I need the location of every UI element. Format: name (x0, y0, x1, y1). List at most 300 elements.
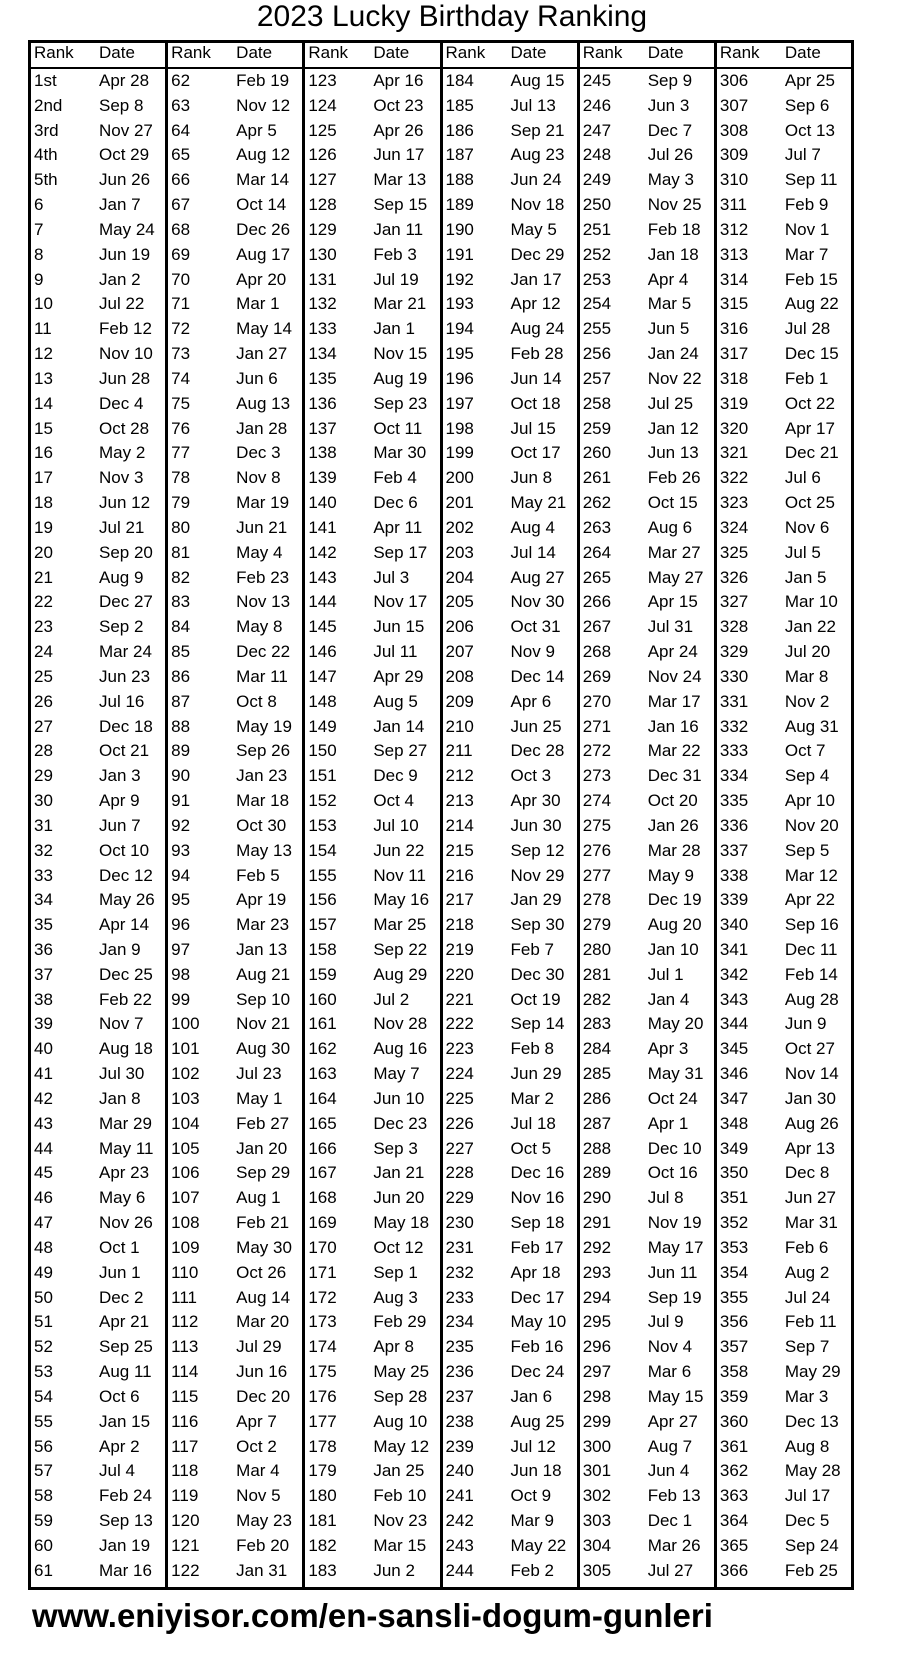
table-row (305, 566, 439, 591)
date-cell: Sep 23 (373, 393, 428, 413)
date-cell: Oct 27 (784, 1039, 835, 1059)
rank-cell: 135 (308, 368, 337, 388)
date-cell: Aug 18 (99, 1039, 153, 1059)
date-cell: Sep 25 (99, 1337, 153, 1357)
rank-cell: 348 (719, 1113, 749, 1133)
rank-cell: 82 (171, 567, 191, 587)
rank-cell: 347 (719, 1088, 749, 1108)
date-cell: Sep 18 (510, 1213, 565, 1233)
rank-cell: 75 (171, 393, 191, 413)
table-row (443, 367, 577, 392)
rank-cell: 100 (171, 1014, 200, 1034)
table-row (168, 143, 302, 168)
date-cell: Feb 29 (373, 1312, 427, 1332)
date-cell: Sep 19 (647, 1287, 702, 1307)
table-row (305, 665, 439, 690)
table-row (580, 1112, 714, 1137)
rank-cell: 217 (445, 890, 474, 910)
rank-cell: 68 (171, 219, 191, 239)
date-cell: Jan 24 (647, 344, 699, 364)
rank-cell: 124 (308, 95, 337, 115)
table-row (443, 566, 577, 591)
date-cell: Jun 13 (647, 443, 699, 463)
date-cell: Mar 18 (236, 791, 290, 811)
table-row (443, 839, 577, 864)
table-row (717, 1186, 851, 1211)
rank-cell: 362 (719, 1461, 749, 1481)
rank-cell: 329 (719, 642, 749, 662)
table-row (717, 119, 851, 144)
table-row (443, 1360, 577, 1385)
date-cell: Jan 30 (784, 1088, 836, 1108)
table-row (168, 1509, 302, 1534)
table-row (168, 168, 302, 193)
table-row (580, 864, 714, 889)
date-cell: Apr 19 (236, 890, 287, 910)
rank-cell: 186 (445, 120, 474, 140)
rank-cell: 215 (445, 840, 474, 860)
rank-header: Rank (719, 43, 760, 62)
rank-cell: 194 (445, 319, 474, 339)
date-cell: Oct 3 (510, 766, 552, 786)
date-cell: Sep 27 (373, 741, 428, 761)
table-row (443, 218, 577, 243)
table-row (443, 1410, 577, 1435)
rank-cell: 129 (308, 219, 337, 239)
rank-cell: 1st (34, 71, 57, 90)
table-row (31, 764, 165, 789)
rank-cell: 101 (171, 1039, 200, 1059)
rank-cell: 102 (171, 1064, 200, 1084)
date-cell: Feb 11 (784, 1312, 837, 1332)
table-row (717, 69, 851, 94)
date-header: Date (784, 43, 821, 62)
date-cell: Dec 21 (784, 443, 839, 463)
date-cell: Oct 22 (784, 393, 835, 413)
rank-cell: 276 (582, 840, 612, 860)
date-cell: May 18 (373, 1213, 430, 1233)
date-cell: Sep 11 (784, 170, 838, 190)
rank-cell: 324 (719, 517, 749, 537)
rank-cell: 97 (171, 939, 191, 959)
rank-cell: 15 (34, 418, 53, 438)
rank-cell: 346 (719, 1064, 749, 1084)
rank-cell: 234 (445, 1312, 474, 1332)
date-cell: Feb 3 (373, 244, 417, 264)
rank-cell: 317 (719, 344, 749, 364)
table-row (443, 764, 577, 789)
table-row (443, 888, 577, 913)
table-row (31, 392, 165, 417)
date-cell: Mar 29 (99, 1113, 152, 1133)
table-row (168, 1459, 302, 1484)
date-cell: Oct 20 (647, 791, 698, 811)
date-cell: Nov 4 (647, 1337, 693, 1357)
table-row (443, 268, 577, 293)
date-cell: Dec 27 (99, 592, 153, 612)
date-cell: Dec 19 (647, 890, 702, 910)
table-column (31, 43, 165, 1587)
date-cell: Jan 19 (99, 1535, 151, 1555)
table-row (717, 640, 851, 665)
table-row (168, 764, 302, 789)
date-cell: Jun 14 (510, 368, 562, 388)
rank-cell: 203 (445, 542, 474, 562)
date-cell: Mar 4 (236, 1461, 280, 1481)
rank-cell: 19 (34, 517, 53, 537)
column-header (717, 43, 851, 69)
date-cell: Jan 12 (647, 418, 699, 438)
date-cell: Feb 6 (784, 1237, 829, 1257)
rank-cell: 359 (719, 1386, 749, 1406)
rank-cell: 290 (582, 1188, 612, 1208)
table-column (714, 43, 851, 1587)
rank-cell: 222 (445, 1014, 474, 1034)
table-row (717, 268, 851, 293)
table-row (443, 1509, 577, 1534)
table-row (580, 367, 714, 392)
table-row (305, 1062, 439, 1087)
rank-cell: 31 (34, 815, 53, 835)
date-cell: Jan 29 (510, 890, 562, 910)
table-row (168, 367, 302, 392)
date-cell: Aug 28 (784, 989, 839, 1009)
rank-cell: 307 (719, 95, 749, 115)
rank-cell: 182 (308, 1535, 337, 1555)
table-row (305, 913, 439, 938)
table-row (717, 1161, 851, 1186)
rank-cell: 121 (171, 1535, 200, 1555)
table-row (168, 640, 302, 665)
rank-cell: 238 (445, 1411, 474, 1431)
date-cell: May 27 (647, 567, 704, 587)
date-cell: Jul 24 (784, 1287, 831, 1307)
table-row (168, 1186, 302, 1211)
rank-cell: 125 (308, 120, 337, 140)
rank-cell: 364 (719, 1511, 749, 1531)
date-cell: Sep 9 (647, 71, 693, 90)
table-row (305, 1137, 439, 1162)
date-cell: Feb 27 (236, 1113, 290, 1133)
table-row (580, 615, 714, 640)
rank-cell: 219 (445, 939, 474, 959)
date-cell: Dec 11 (784, 939, 838, 959)
table-row (443, 317, 577, 342)
date-cell: Nov 26 (99, 1213, 153, 1233)
rank-cell: 166 (308, 1138, 337, 1158)
table-row (305, 839, 439, 864)
date-cell: Jun 15 (373, 617, 425, 637)
date-cell: Jul 26 (647, 145, 694, 165)
table-row (31, 1037, 165, 1062)
table-row (168, 1335, 302, 1360)
rank-cell: 38 (34, 989, 53, 1009)
table-row (580, 193, 714, 218)
date-cell: Jun 29 (510, 1064, 562, 1084)
table-row (580, 342, 714, 367)
date-cell: Oct 31 (510, 617, 561, 637)
date-cell: Apr 5 (236, 120, 277, 140)
table-row (305, 392, 439, 417)
rank-cell: 59 (34, 1511, 53, 1531)
table-row (168, 218, 302, 243)
rank-cell: 352 (719, 1213, 749, 1233)
rank-cell: 245 (582, 71, 612, 90)
table-row (717, 1559, 851, 1584)
date-cell: Jan 18 (647, 244, 699, 264)
table-row (305, 1037, 439, 1062)
rank-cell: 6 (34, 195, 44, 215)
date-cell: May 2 (99, 443, 146, 463)
date-cell: Apr 16 (373, 71, 424, 90)
date-cell: May 13 (236, 840, 292, 860)
rank-cell: 319 (719, 393, 749, 413)
table-row (443, 243, 577, 268)
table-row (443, 690, 577, 715)
rank-cell: 293 (582, 1262, 612, 1282)
table-row (168, 963, 302, 988)
rank-cell: 23 (34, 617, 53, 637)
date-cell: Jul 4 (99, 1461, 135, 1481)
table-row (443, 516, 577, 541)
table-row (717, 566, 851, 591)
date-cell: Apr 27 (647, 1411, 698, 1431)
rank-cell: 63 (171, 95, 191, 115)
rank-cell: 111 (171, 1287, 198, 1307)
rank-cell: 343 (719, 989, 749, 1009)
rank-cell: 250 (582, 195, 612, 215)
rank-cell: 14 (34, 393, 53, 413)
rank-cell: 114 (171, 1362, 199, 1382)
table-column (165, 43, 302, 1587)
rank-cell: 110 (171, 1262, 199, 1282)
table-row (31, 590, 165, 615)
rank-cell: 11 (34, 319, 52, 339)
table-row (717, 938, 851, 963)
table-row (443, 1087, 577, 1112)
rank-cell: 208 (445, 666, 474, 686)
rank-cell: 173 (308, 1312, 337, 1332)
table-row (443, 1286, 577, 1311)
rank-cell: 351 (719, 1188, 749, 1208)
date-cell: May 21 (510, 493, 567, 513)
date-cell: Jun 18 (510, 1461, 562, 1481)
table-row (443, 789, 577, 814)
rank-cell: 363 (719, 1486, 749, 1506)
rank-cell: 76 (171, 418, 191, 438)
rank-cell: 131 (308, 269, 337, 289)
date-cell: Apr 30 (510, 791, 561, 811)
rank-cell: 5th (34, 170, 58, 190)
rank-cell: 337 (719, 840, 749, 860)
table-row (31, 1236, 165, 1261)
date-cell: Jun 3 (647, 95, 690, 115)
table-row (580, 143, 714, 168)
table-row (580, 888, 714, 913)
table-row (443, 590, 577, 615)
date-cell: Jul 23 (236, 1064, 282, 1084)
date-cell: Apr 23 (99, 1163, 150, 1183)
rank-cell: 127 (308, 170, 337, 190)
rank-cell: 235 (445, 1337, 474, 1357)
date-cell: Apr 14 (99, 915, 150, 935)
date-cell: Apr 7 (236, 1411, 277, 1431)
table-row (580, 1509, 714, 1534)
rank-cell: 308 (719, 120, 749, 140)
date-cell: May 12 (373, 1436, 430, 1456)
table-row (717, 516, 851, 541)
rank-cell: 305 (582, 1560, 612, 1580)
rank-cell: 289 (582, 1163, 612, 1183)
rank-header: Rank (34, 43, 74, 62)
table-row (580, 441, 714, 466)
date-cell: Jul 15 (510, 418, 556, 438)
rank-cell: 29 (34, 766, 53, 786)
rank-cell: 72 (171, 319, 191, 339)
table-row (717, 441, 851, 466)
rank-cell: 108 (171, 1213, 200, 1233)
table-row (717, 615, 851, 640)
table-row (580, 1335, 714, 1360)
date-cell: Sep 8 (99, 95, 144, 115)
date-cell: Jul 20 (784, 642, 831, 662)
rank-cell: 189 (445, 195, 474, 215)
date-cell: May 9 (647, 865, 694, 885)
rank-cell: 211 (445, 741, 473, 761)
rank-cell: 40 (34, 1039, 53, 1059)
date-cell: Dec 6 (373, 493, 418, 513)
table-row (31, 292, 165, 317)
date-cell: Sep 30 (510, 915, 565, 935)
rank-cell: 51 (34, 1312, 53, 1332)
table-row (168, 988, 302, 1013)
rank-cell: 355 (719, 1287, 749, 1307)
table-row (168, 839, 302, 864)
table-row (168, 590, 302, 615)
rank-cell: 89 (171, 741, 191, 761)
table-row (31, 243, 165, 268)
rank-cell: 260 (582, 443, 612, 463)
rank-cell: 228 (445, 1163, 474, 1183)
rank-cell: 7 (34, 219, 44, 239)
rank-cell: 246 (582, 95, 612, 115)
date-cell: Aug 11 (99, 1362, 152, 1382)
date-cell: Sep 6 (784, 95, 830, 115)
rank-cell: 17 (34, 468, 53, 488)
rank-cell: 157 (308, 915, 337, 935)
rank-cell: 326 (719, 567, 749, 587)
rank-cell: 45 (34, 1163, 53, 1183)
rank-cell: 201 (445, 493, 474, 513)
date-cell: Jun 8 (510, 468, 553, 488)
rank-cell: 98 (171, 964, 191, 984)
rank-cell: 146 (308, 642, 337, 662)
rank-cell: 282 (582, 989, 612, 1009)
rank-cell: 220 (445, 964, 474, 984)
rank-cell: 175 (308, 1362, 337, 1382)
table-row (717, 1286, 851, 1311)
date-cell: Oct 4 (373, 791, 414, 811)
date-cell: Jul 19 (373, 269, 419, 289)
date-cell: Apr 17 (784, 418, 835, 438)
rank-cell: 209 (445, 691, 474, 711)
rank-cell: 62 (171, 71, 191, 90)
rank-cell: 266 (582, 592, 612, 612)
rank-cell: 349 (719, 1138, 749, 1158)
rank-cell: 257 (582, 368, 612, 388)
table-row (580, 1410, 714, 1435)
table-row (443, 392, 577, 417)
rank-cell: 212 (445, 766, 474, 786)
date-cell: Nov 15 (373, 344, 428, 364)
table-row (31, 441, 165, 466)
date-cell: Mar 28 (647, 840, 701, 860)
table-row (717, 1236, 851, 1261)
rank-cell: 239 (445, 1436, 474, 1456)
table-row (443, 1335, 577, 1360)
table-row (717, 690, 851, 715)
table-row (305, 143, 439, 168)
date-cell: Feb 23 (236, 567, 290, 587)
table-row (305, 193, 439, 218)
rank-cell: 150 (308, 741, 337, 761)
rank-cell: 273 (582, 766, 612, 786)
date-cell: Aug 15 (510, 71, 565, 90)
table-row (31, 1112, 165, 1137)
date-cell: Apr 6 (510, 691, 552, 711)
date-cell: Feb 19 (236, 71, 290, 90)
table-row (443, 1310, 577, 1335)
date-cell: Jun 11 (647, 1262, 698, 1282)
date-cell: Mar 19 (236, 493, 290, 513)
rank-cell: 39 (34, 1014, 53, 1034)
rank-cell: 285 (582, 1064, 612, 1084)
table-row (580, 1286, 714, 1311)
rank-cell: 118 (171, 1461, 199, 1481)
table-row (580, 739, 714, 764)
date-cell: Oct 11 (373, 418, 423, 438)
rank-cell: 279 (582, 915, 612, 935)
date-cell: Dec 10 (647, 1138, 702, 1158)
rank-cell: 42 (34, 1088, 53, 1108)
table-row (717, 888, 851, 913)
rank-cell: 130 (308, 244, 337, 264)
date-cell: Jun 10 (373, 1088, 425, 1108)
rank-cell: 147 (308, 666, 337, 686)
rank-cell: 161 (308, 1014, 337, 1034)
date-cell: Jan 7 (99, 195, 141, 215)
date-cell: Jul 31 (647, 617, 694, 637)
date-cell: Feb 9 (784, 195, 829, 215)
date-cell: Nov 12 (236, 95, 291, 115)
date-cell: Mar 20 (236, 1312, 290, 1332)
column-header (31, 43, 165, 69)
date-cell: Jun 28 (99, 368, 151, 388)
date-cell: Apr 15 (647, 592, 698, 612)
column-header (580, 43, 714, 69)
date-cell: Oct 15 (647, 493, 698, 513)
date-cell: Aug 23 (510, 145, 565, 165)
date-cell: Jul 30 (99, 1064, 145, 1084)
date-cell: Jun 23 (99, 666, 151, 686)
date-cell: Mar 10 (784, 592, 838, 612)
rank-cell: 138 (308, 443, 337, 463)
table-row (443, 119, 577, 144)
rank-cell: 141 (308, 517, 337, 537)
column-rows (443, 69, 577, 1587)
rank-cell: 139 (308, 468, 337, 488)
date-cell: Jul 7 (784, 145, 821, 165)
